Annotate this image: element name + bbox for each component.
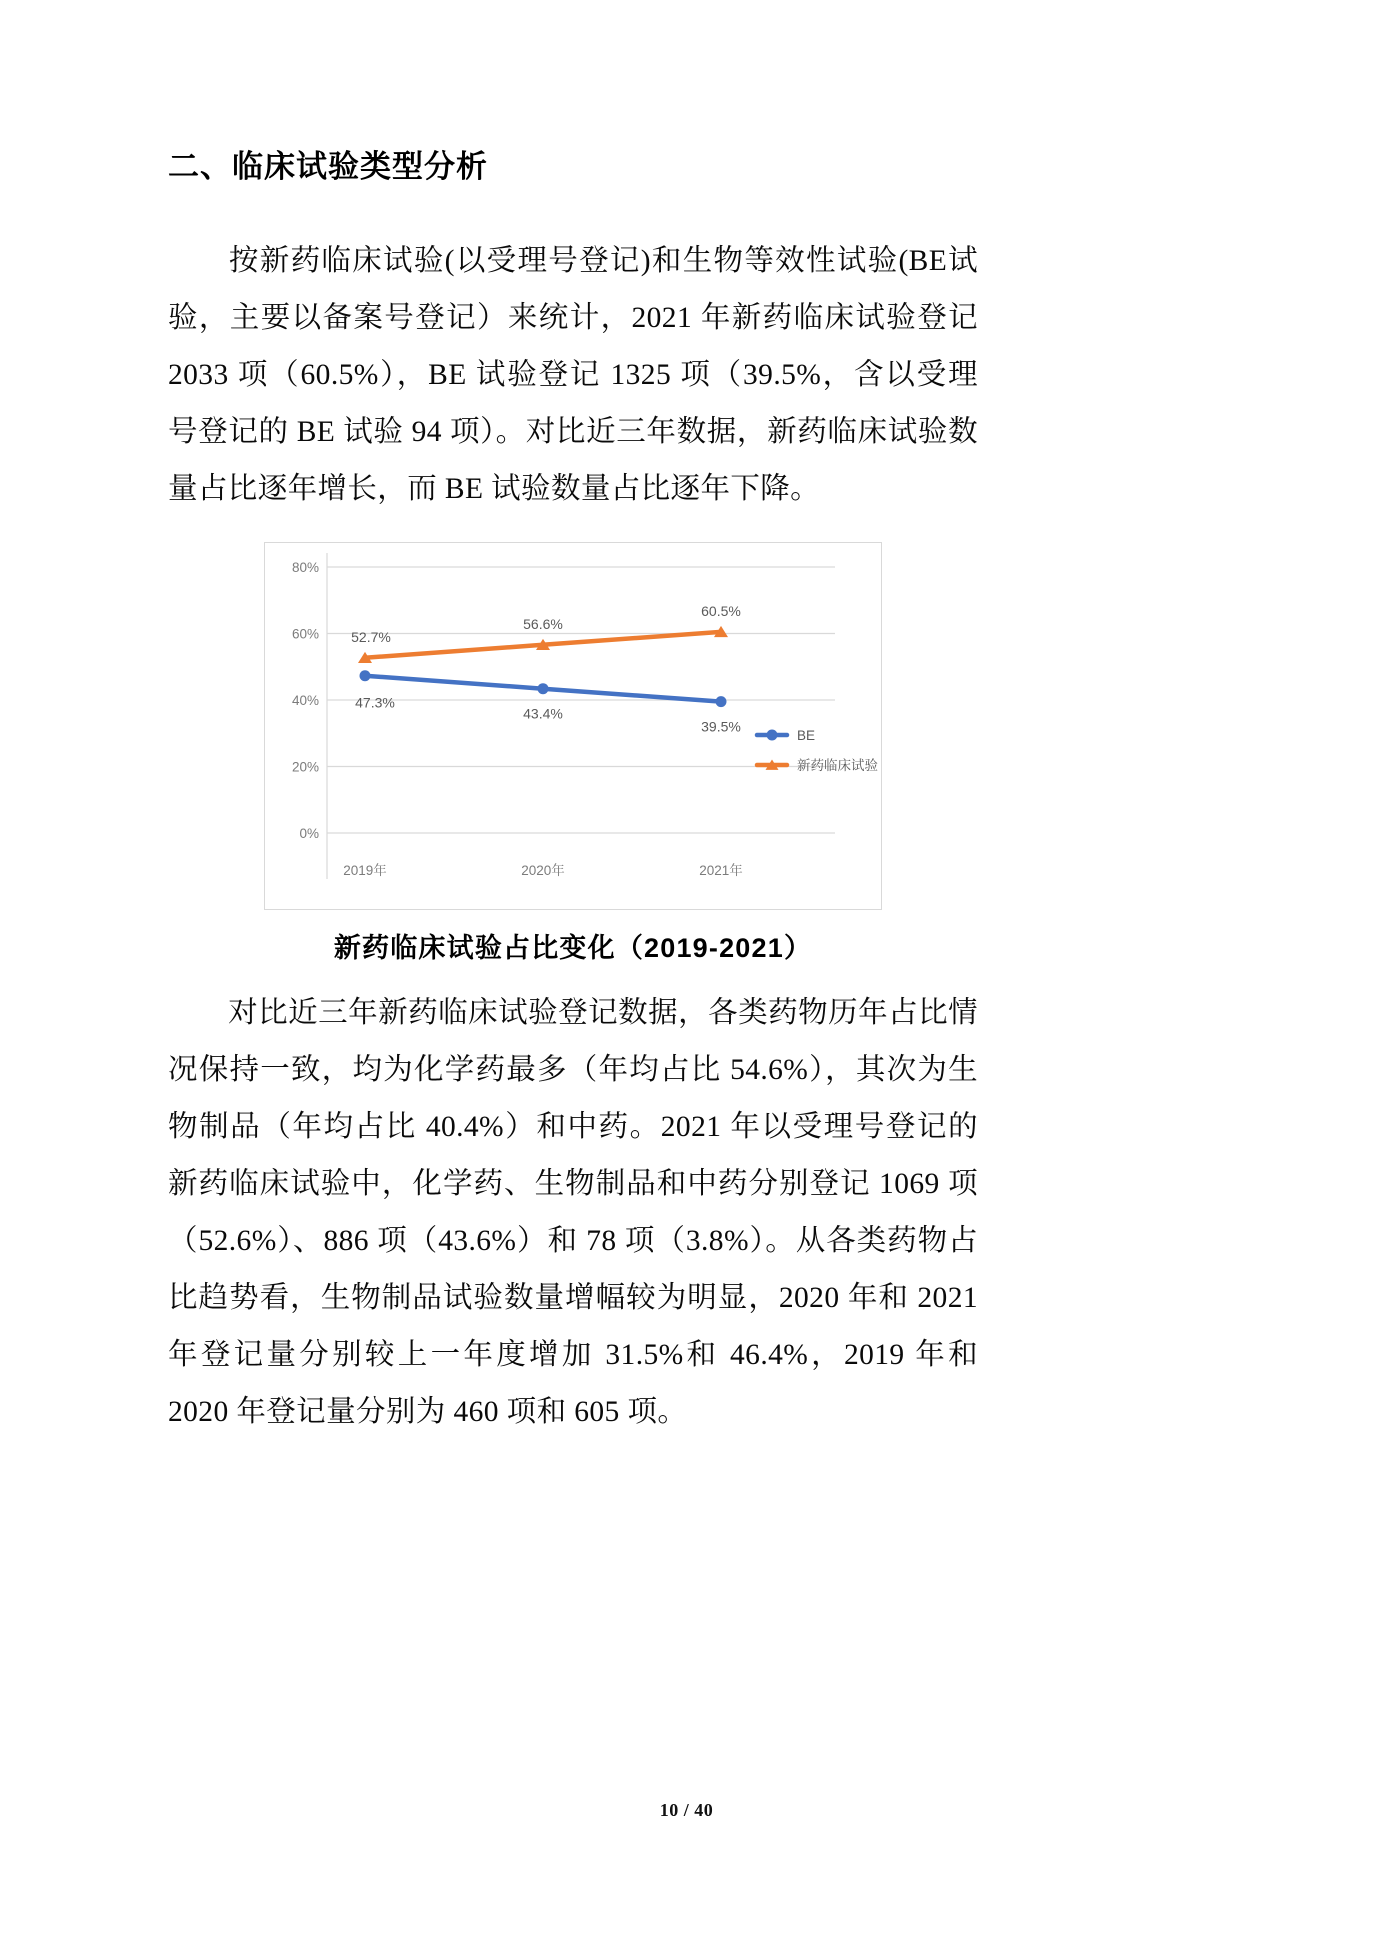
marker-circle (360, 670, 371, 681)
y-tick-label: 60% (291, 626, 319, 642)
data-label: 43.4% (523, 705, 563, 722)
y-tick-label: 40% (291, 692, 319, 708)
page-content (168, 0, 978, 1441)
data-label: 39.5% (701, 718, 741, 735)
legend-label-新药临床试验: 新药临床试验 (797, 757, 878, 773)
chart-background (265, 543, 881, 909)
page-number-footer: 10 / 40 (659, 1800, 714, 1820)
data-label: 47.3% (355, 694, 395, 711)
paragraph-drug-category-analysis: 对比近三年新药临床试验登记数据，各类药物历年占比情况保持一致，均为化学药最多（年均占比 54.6%），其次为生物制品（年均占比 40.4%）和中药。2021 年以受理号登记的新药临床试验中，化学药、生物制品和中药分别登记 1069 项（52.6%）、886 项（43.6%）和 78 项（3.8%）。从各类药物占比趋势看，生物制品试验数量增幅较为明显，2020 年和 2021 年登记量分别较上一年度增加 31.5%和 46.4%，2019 年和 2020 年登记量分别为 460 项和 605 项。 (168, 996, 978, 1428)
marker-circle (538, 683, 549, 694)
y-tick-label: 20% (291, 759, 319, 775)
legend-marker-circle (767, 729, 778, 740)
y-tick-label: 80% (291, 559, 319, 575)
x-tick-label: 2020年 (521, 862, 565, 878)
figure-chart-container (168, 542, 978, 910)
data-label: 52.7% (351, 628, 391, 645)
marker-circle (716, 696, 727, 707)
y-tick-label: 0% (299, 825, 319, 841)
figure-caption: 新药临床试验占比变化（2019-2021） (333, 932, 813, 963)
chart-svg (265, 543, 881, 909)
data-label: 56.6% (523, 615, 563, 632)
line-chart (264, 542, 882, 910)
paragraph-clinical-trial-types: 按新药临床试验(以受理号登记)和生物等效性试验(BE试验，主要以备案号登记）来统计，2021 年新药临床试验登记 2033 项（60.5%），BE 试验登记 1325 项（39.5%，含以受理号登记的 BE 试验 94 项）。对比近三年数据，新药临床试验数量占比逐年增长，而 BE 试验数量占比逐年下降。 (168, 244, 978, 505)
section-heading: 二、临床试验类型分析 (168, 149, 488, 184)
x-tick-label: 2019年 (343, 862, 387, 878)
data-label: 60.5% (701, 602, 741, 619)
x-tick-label: 2021年 (699, 862, 743, 878)
legend-label-BE: BE (797, 727, 816, 743)
